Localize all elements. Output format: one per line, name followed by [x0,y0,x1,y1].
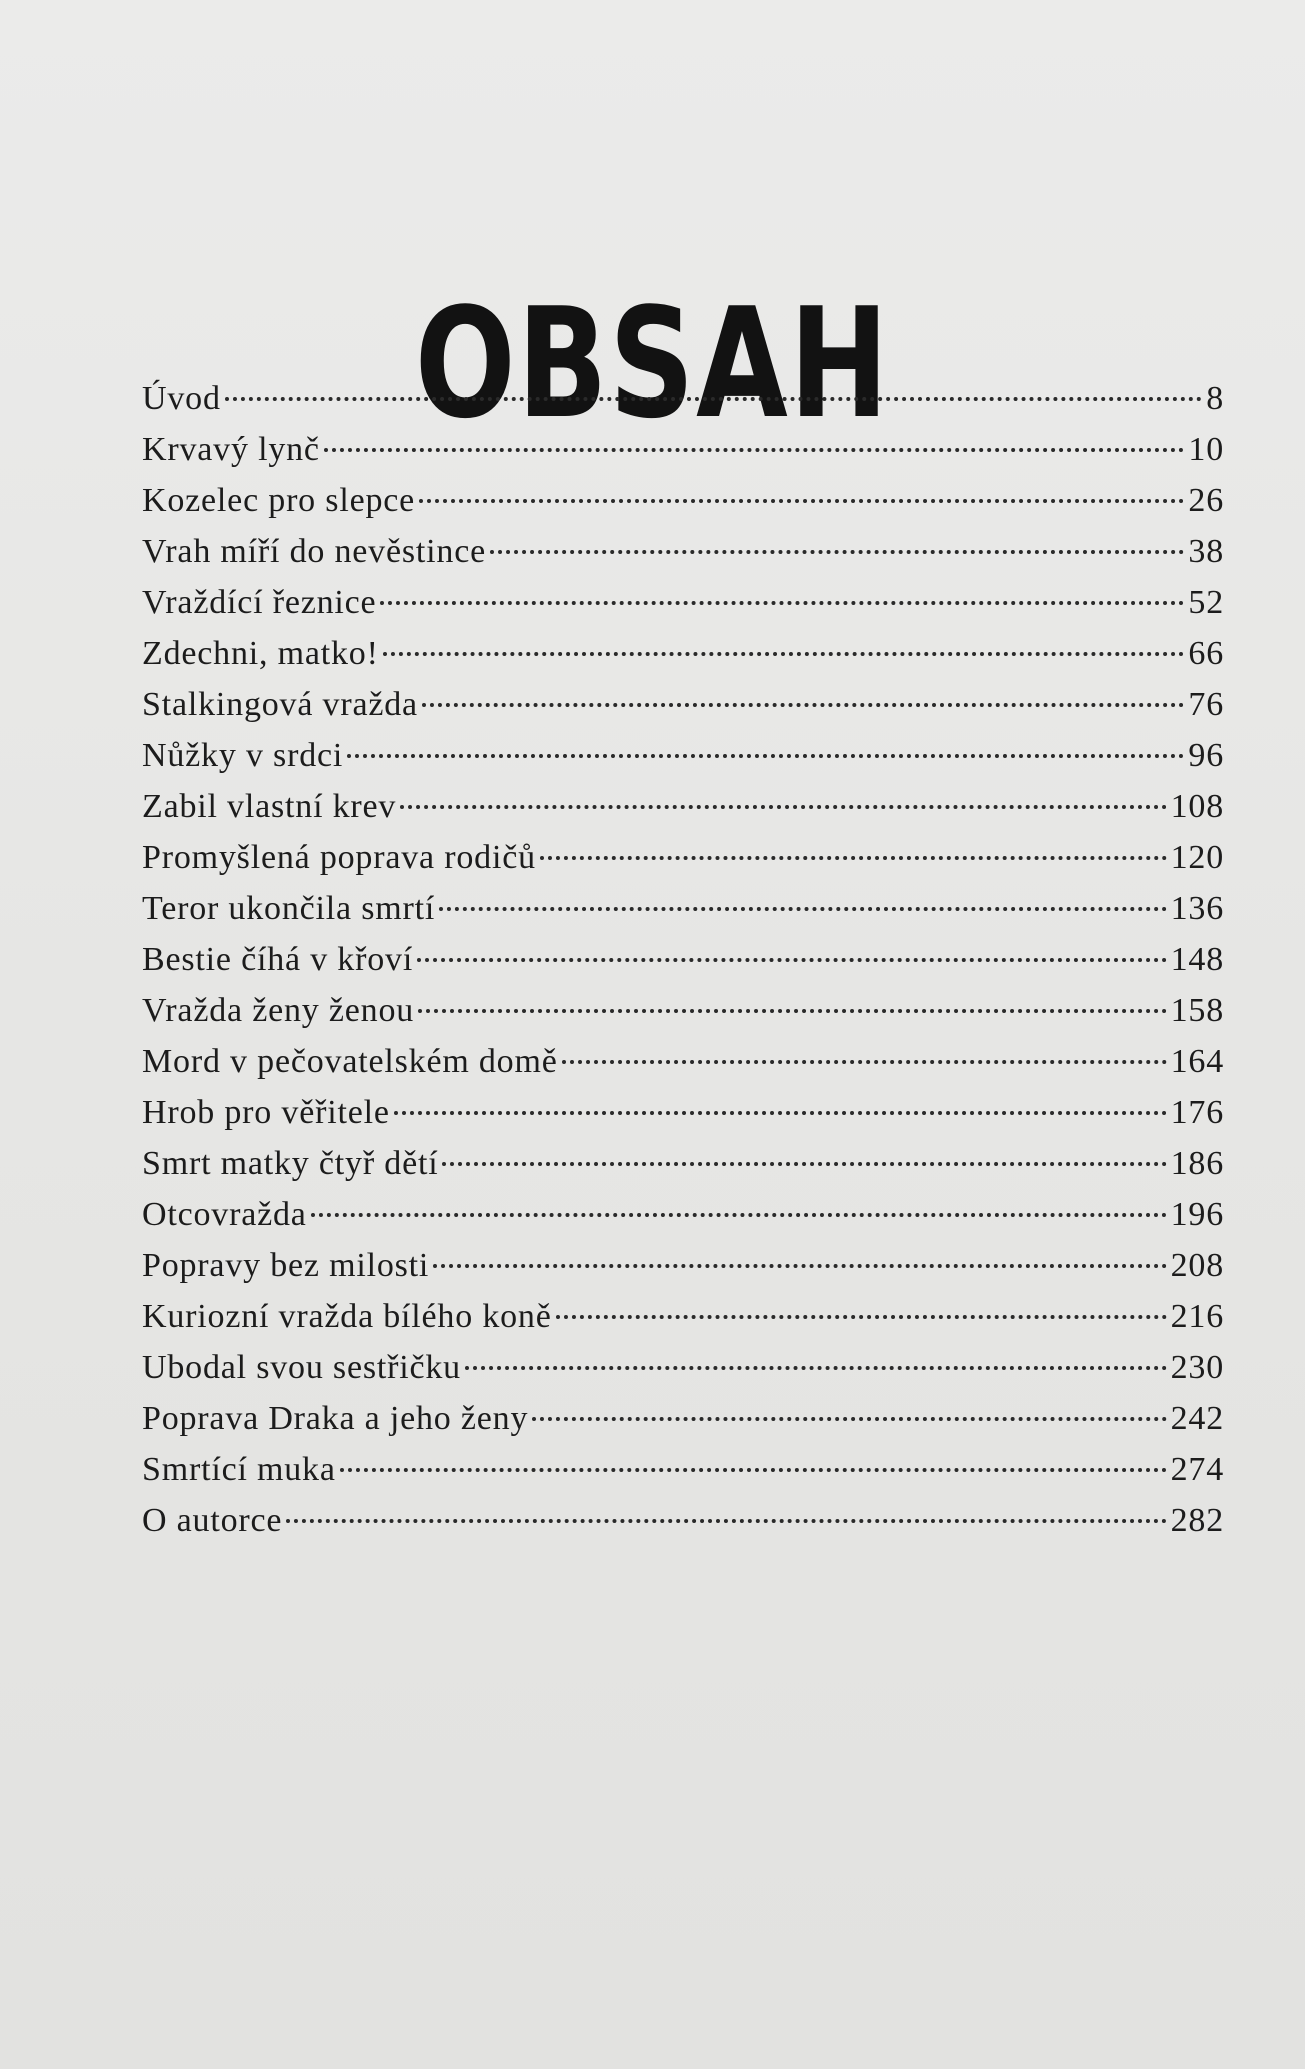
toc-entry-title: Poprava Draka a jeho ženy [142,1400,529,1437]
toc-entry-page-number: 196 [1170,1196,1224,1233]
toc-entry-page-number: 108 [1170,788,1224,825]
toc-entry-page-number: 208 [1170,1247,1224,1284]
toc-entry-title: Teror ukončila smrtí [142,890,436,927]
toc-entry [142,1145,1224,1196]
toc-entry [142,1400,1224,1451]
toc-entry-title: Stalkingová vražda [142,686,418,723]
toc-entry-page-number: 52 [1188,584,1224,621]
page-title: OBSAH [414,274,891,452]
table-of-contents [142,380,1224,1553]
toc-entry-title: Popravy bez milosti [142,1247,430,1284]
toc-entry-page-number: 148 [1170,941,1224,978]
toc-entry-title: Úvod [142,380,221,417]
toc-entry-title: O autorce [142,1502,283,1539]
toc-entry-page-number: 76 [1188,686,1224,723]
toc-entry [142,1094,1224,1145]
toc-entry-page-number: 282 [1170,1502,1224,1539]
toc-entry [142,584,1224,635]
toc-entry-title: Zdechni, matko! [142,635,379,672]
toc-entry-page-number: 216 [1170,1298,1224,1335]
toc-dot-leader [540,856,1167,860]
toc-entry-page-number: 186 [1170,1145,1224,1182]
toc-entry-title: Kozelec pro slepce [142,482,416,519]
toc-entry-title: Vraždící řeznice [142,584,377,621]
toc-dot-leader [340,1468,1167,1472]
toc-entry-page-number: 8 [1206,380,1224,417]
toc-dot-leader [286,1519,1166,1523]
toc-dot-leader [562,1060,1167,1064]
toc-dot-leader [225,397,1202,401]
toc-entry [142,941,1224,992]
toc-entry-title: Zabil vlastní krev [142,788,397,825]
toc-dot-leader [347,754,1184,758]
toc-entry [142,839,1224,890]
toc-dot-leader [439,907,1166,911]
toc-entry [142,737,1224,788]
toc-entry-page-number: 274 [1170,1451,1224,1488]
toc-entry-title: Mord v pečovatelském domě [142,1043,558,1080]
toc-entry-title: Smrt matky čtyř dětí [142,1145,439,1182]
toc-entry [142,1247,1224,1298]
toc-entry-title: Promyšlená poprava rodičů [142,839,536,876]
toc-entry-page-number: 38 [1188,533,1224,570]
toc-dot-leader [490,550,1184,554]
toc-entry [142,635,1224,686]
toc-entry [142,1349,1224,1400]
toc-dot-leader [433,1264,1166,1268]
toc-entry [142,1043,1224,1094]
toc-entry-page-number: 176 [1170,1094,1224,1131]
toc-dot-leader [400,805,1166,809]
toc-entry [142,380,1224,431]
toc-entry-page-number: 164 [1170,1043,1224,1080]
toc-entry [142,788,1224,839]
toc-entry-page-number: 158 [1170,992,1224,1029]
toc-dot-leader [442,1162,1166,1166]
toc-entry-title: Ubodal svou sestřičku [142,1349,461,1386]
toc-dot-leader [465,1366,1167,1370]
toc-entry [142,1451,1224,1502]
toc-entry-page-number: 136 [1170,890,1224,927]
toc-entry [142,992,1224,1043]
toc-entry [142,482,1224,533]
toc-dot-leader [422,703,1184,707]
toc-entry-page-number: 96 [1188,737,1224,774]
toc-entry-title: Smrtící muka [142,1451,336,1488]
toc-dot-leader [532,1417,1166,1421]
toc-entry [142,1196,1224,1247]
toc-entry-page-number: 120 [1170,839,1224,876]
toc-entry [142,431,1224,482]
toc-dot-leader [418,1009,1167,1013]
toc-dot-leader [311,1213,1167,1217]
toc-entry-page-number: 66 [1188,635,1224,672]
toc-entry-title: Nůžky v srdci [142,737,344,774]
toc-entry-page-number: 230 [1170,1349,1224,1386]
toc-entry [142,890,1224,941]
toc-entry-title: Hrob pro věřitele [142,1094,390,1131]
toc-entry [142,533,1224,584]
toc-entry-page-number: 10 [1188,431,1224,468]
toc-entry-page-number: 26 [1188,482,1224,519]
toc-dot-leader [324,448,1185,452]
toc-entry-title: Vražda ženy ženou [142,992,415,1029]
toc-entry-title: Krvavý lynč [142,431,320,468]
toc-dot-leader [380,601,1184,605]
toc-entry-page-number: 242 [1170,1400,1224,1437]
toc-entry [142,1502,1224,1553]
toc-entry-title: Vrah míří do nevěstince [142,533,486,570]
toc-entry-title: Bestie číhá v křoví [142,941,414,978]
toc-dot-leader [417,958,1167,962]
toc-entry [142,1298,1224,1349]
toc-dot-leader [556,1315,1167,1319]
toc-dot-leader [394,1111,1167,1115]
toc-dot-leader [419,499,1184,503]
toc-entry [142,686,1224,737]
toc-entry-title: Kuriozní vražda bílého koně [142,1298,552,1335]
toc-entry-title: Otcovražda [142,1196,307,1233]
toc-dot-leader [383,652,1185,656]
